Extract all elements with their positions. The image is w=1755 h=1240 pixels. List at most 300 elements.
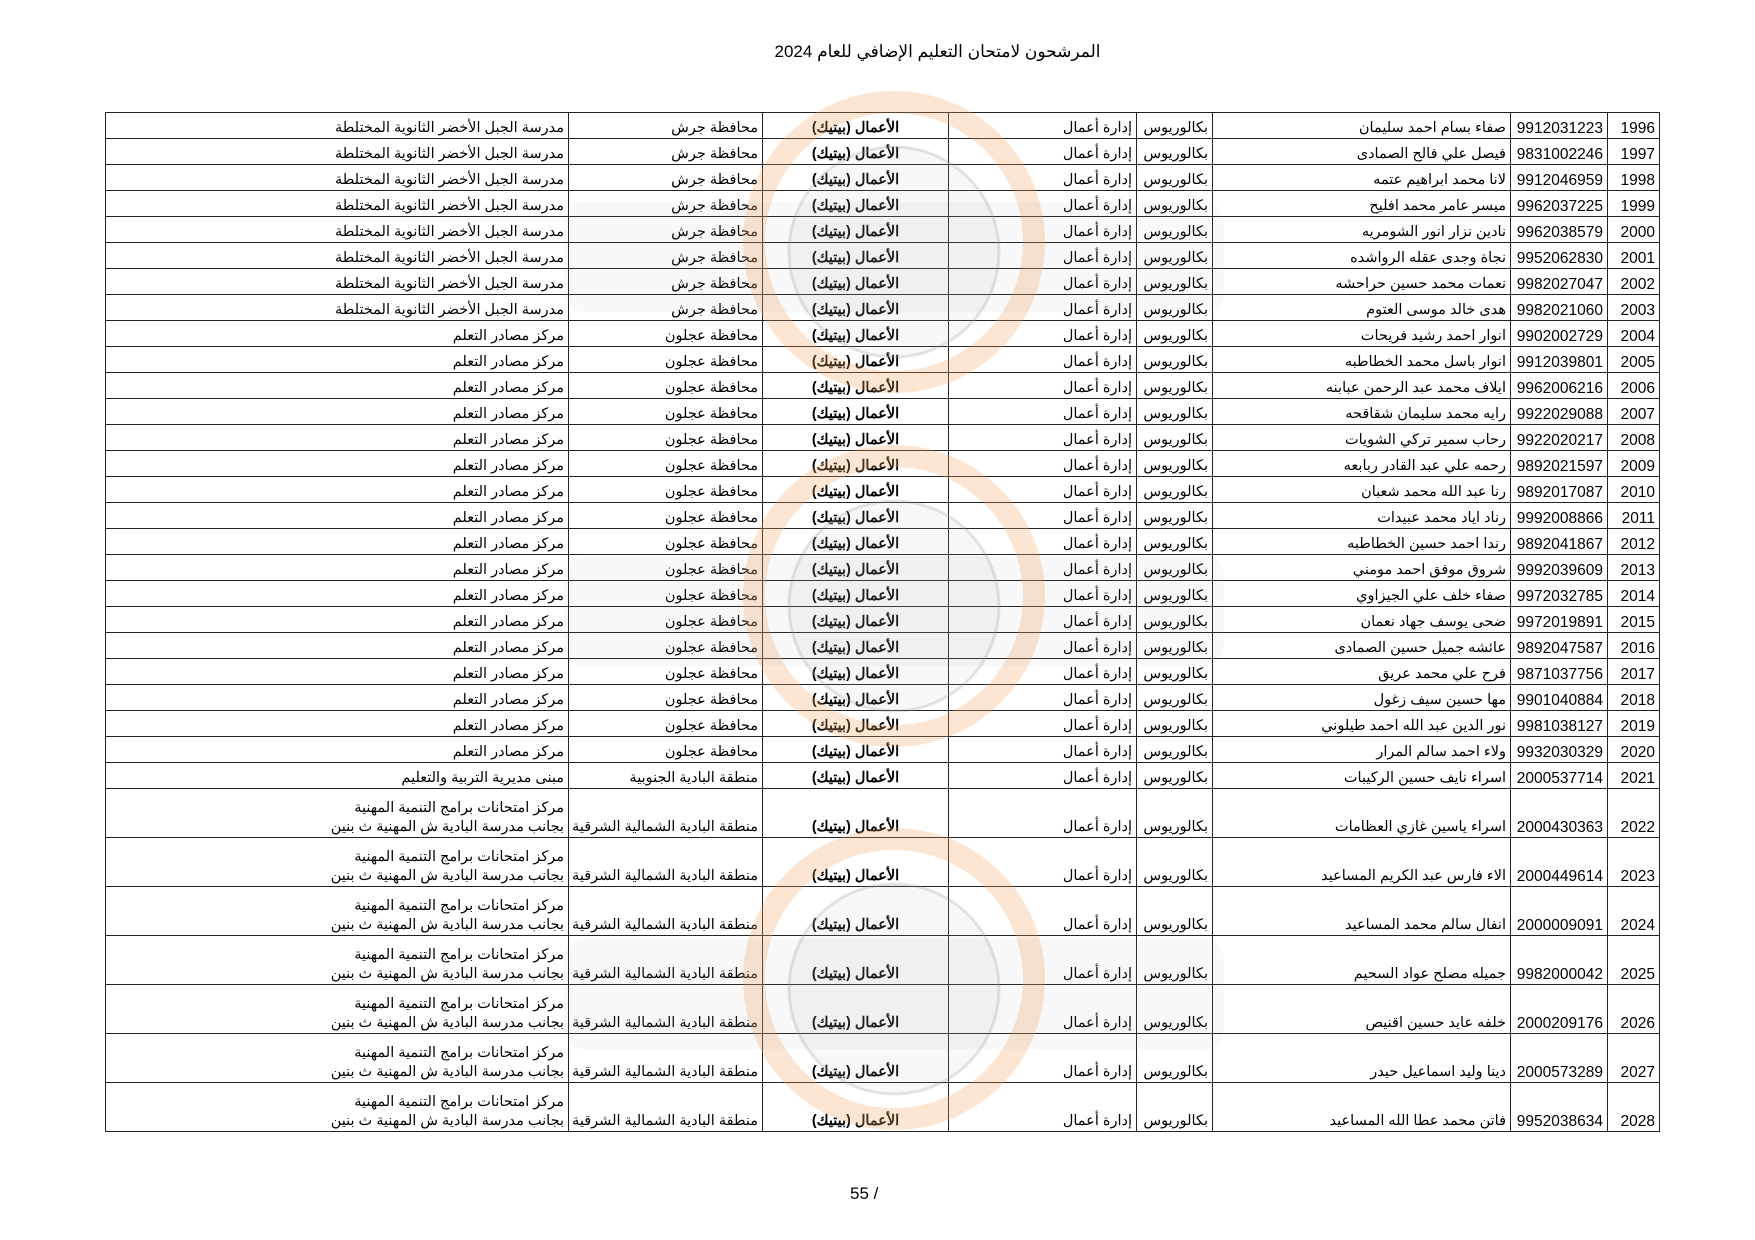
directorate-cell: محافظة عجلون <box>569 633 763 659</box>
subject-cell: الأعمال (بيتيك) <box>763 555 949 581</box>
exam-center-cell: مركز مصادر التعلم <box>106 659 569 685</box>
directorate-cell: محافظة عجلون <box>569 555 763 581</box>
seat-number-cell: 9962006216 <box>1511 373 1608 399</box>
table-row <box>106 529 1660 555</box>
degree-cell: بكالوريوس <box>1137 529 1213 555</box>
specialization-cell: إدارة أعمال <box>949 295 1137 321</box>
degree-cell: بكالوريوس <box>1137 685 1213 711</box>
sequence-cell: 2020 <box>1608 737 1660 763</box>
table-row <box>106 503 1660 529</box>
sequence-cell: 2024 <box>1608 887 1660 936</box>
exam-center-line: بجانب مدرسة البادية ش المهنية ث بنين <box>330 1113 564 1129</box>
seat-number-cell: 9992008866 <box>1511 503 1608 529</box>
seat-number-cell: 9871037756 <box>1511 659 1608 685</box>
seat-number-cell: 9892017087 <box>1511 477 1608 503</box>
table-row <box>106 321 1660 347</box>
specialization-cell: إدارة أعمال <box>949 555 1137 581</box>
subject-cell: الأعمال (بيتيك) <box>763 477 949 503</box>
sequence-cell: 2003 <box>1608 295 1660 321</box>
directorate-cell: منطقة البادية الشمالية الشرقية <box>569 1083 763 1132</box>
seat-number-cell: 2000573289 <box>1511 1034 1608 1083</box>
specialization-cell: إدارة أعمال <box>949 217 1137 243</box>
directorate-cell: منطقة البادية الشمالية الشرقية <box>569 887 763 936</box>
specialization-cell: إدارة أعمال <box>949 711 1137 737</box>
sequence-cell: 2000 <box>1608 217 1660 243</box>
degree-cell: بكالوريوس <box>1137 321 1213 347</box>
sequence-cell: 2012 <box>1608 529 1660 555</box>
directorate-cell: محافظة عجلون <box>569 659 763 685</box>
table-row <box>106 685 1660 711</box>
exam-center-line: بجانب مدرسة البادية ش المهنية ث بنين <box>330 1064 564 1080</box>
exam-center-cell: مركز مصادر التعلم <box>106 425 569 451</box>
degree-cell: بكالوريوس <box>1137 1034 1213 1083</box>
exam-center-cell <box>106 838 569 887</box>
subject-cell: الأعمال (بيتيك) <box>763 763 949 789</box>
subject-cell: الأعمال (بيتيك) <box>763 373 949 399</box>
directorate-cell: محافظة عجلون <box>569 451 763 477</box>
directorate-cell: محافظة جرش <box>569 165 763 191</box>
degree-cell: بكالوريوس <box>1137 607 1213 633</box>
exam-center-cell: مدرسة الجبل الأخضر الثانوية المختلطة <box>106 269 569 295</box>
directorate-cell: منطقة البادية الجنوبية <box>569 763 763 789</box>
degree-cell: بكالوريوس <box>1137 1083 1213 1132</box>
degree-cell: بكالوريوس <box>1137 503 1213 529</box>
directorate-cell: محافظة عجلون <box>569 529 763 555</box>
directorate-cell: منطقة البادية الشمالية الشرقية <box>569 838 763 887</box>
table-row <box>106 165 1660 191</box>
subject-cell: الأعمال (بيتيك) <box>763 711 949 737</box>
name-cell: مها حسين سيف زغول <box>1213 685 1511 711</box>
sequence-cell: 2015 <box>1608 607 1660 633</box>
name-cell: رنا عبد الله محمد شعبان <box>1213 477 1511 503</box>
name-cell: دينا وليد اسماعيل حيدر <box>1213 1034 1511 1083</box>
exam-center-line: مركز امتحانات برامج التنمية المهنية <box>354 1094 564 1110</box>
seat-number-cell: 9992039609 <box>1511 555 1608 581</box>
subject-cell: الأعمال (بيتيك) <box>763 529 949 555</box>
name-cell: انوار احمد رشيد فريحات <box>1213 321 1511 347</box>
name-cell: ضحى يوسف جهاد نعمان <box>1213 607 1511 633</box>
specialization-cell: إدارة أعمال <box>949 789 1137 838</box>
exam-center-cell <box>106 1034 569 1083</box>
table-row <box>106 789 1660 838</box>
seat-number-cell: 9892021597 <box>1511 451 1608 477</box>
directorate-cell: منطقة البادية الشمالية الشرقية <box>569 789 763 838</box>
seat-number-cell: 9952062830 <box>1511 243 1608 269</box>
subject-cell: الأعمال (بيتيك) <box>763 838 949 887</box>
name-cell: رايه محمد سليمان شقاقحه <box>1213 399 1511 425</box>
sequence-cell: 1997 <box>1608 139 1660 165</box>
degree-cell: بكالوريوس <box>1137 985 1213 1034</box>
sequence-cell: 2010 <box>1608 477 1660 503</box>
name-cell: خلفه عايد حسين اقنيص <box>1213 985 1511 1034</box>
exam-center-cell: مركز مصادر التعلم <box>106 633 569 659</box>
sequence-cell: 2021 <box>1608 763 1660 789</box>
directorate-cell: محافظة جرش <box>569 191 763 217</box>
sequence-cell: 2017 <box>1608 659 1660 685</box>
subject-cell: الأعمال (بيتيك) <box>763 887 949 936</box>
subject-cell: الأعمال (بيتيك) <box>763 1034 949 1083</box>
subject-cell: الأعمال (بيتيك) <box>763 737 949 763</box>
degree-cell: بكالوريوس <box>1137 477 1213 503</box>
degree-cell: بكالوريوس <box>1137 113 1213 139</box>
seat-number-cell: 2000009091 <box>1511 887 1608 936</box>
degree-cell: بكالوريوس <box>1137 451 1213 477</box>
directorate-cell: محافظة جرش <box>569 243 763 269</box>
subject-cell: الأعمال (بيتيك) <box>763 191 949 217</box>
table-row <box>106 1034 1660 1083</box>
degree-cell: بكالوريوس <box>1137 165 1213 191</box>
name-cell: صفاء بسام احمد سليمان <box>1213 113 1511 139</box>
subject-cell: الأعمال (بيتيك) <box>763 269 949 295</box>
name-cell: عائشه جميل حسين الصمادى <box>1213 633 1511 659</box>
sequence-cell: 1999 <box>1608 191 1660 217</box>
subject-cell: الأعمال (بيتيك) <box>763 295 949 321</box>
table-row <box>106 269 1660 295</box>
specialization-cell: إدارة أعمال <box>949 113 1137 139</box>
sequence-cell: 2009 <box>1608 451 1660 477</box>
exam-center-cell: مدرسة الجبل الأخضر الثانوية المختلطة <box>106 217 569 243</box>
seat-number-cell: 9892041867 <box>1511 529 1608 555</box>
exam-center-cell: مركز مصادر التعلم <box>106 477 569 503</box>
degree-cell: بكالوريوس <box>1137 243 1213 269</box>
sequence-cell: 2018 <box>1608 685 1660 711</box>
exam-center-cell: مركز مصادر التعلم <box>106 711 569 737</box>
degree-cell: بكالوريوس <box>1137 555 1213 581</box>
degree-cell: بكالوريوس <box>1137 399 1213 425</box>
table-row <box>106 425 1660 451</box>
directorate-cell: محافظة عجلون <box>569 373 763 399</box>
seat-number-cell: 9982021060 <box>1511 295 1608 321</box>
name-cell: الاء فارس عبد الكريم المساعيد <box>1213 838 1511 887</box>
exam-center-cell: مركز مصادر التعلم <box>106 555 569 581</box>
exam-center-cell: مركز مصادر التعلم <box>106 373 569 399</box>
degree-cell: بكالوريوس <box>1137 373 1213 399</box>
seat-number-cell: 9982000042 <box>1511 936 1608 985</box>
degree-cell: بكالوريوس <box>1137 789 1213 838</box>
name-cell: نجاة وجدى عقله الرواشده <box>1213 243 1511 269</box>
seat-number-cell: 9972032785 <box>1511 581 1608 607</box>
subject-cell: الأعمال (بيتيك) <box>763 607 949 633</box>
name-cell: فيصل علي فالح الصمادى <box>1213 139 1511 165</box>
sequence-cell: 2002 <box>1608 269 1660 295</box>
specialization-cell: إدارة أعمال <box>949 985 1137 1034</box>
sequence-cell: 2001 <box>1608 243 1660 269</box>
seat-number-cell: 9831002246 <box>1511 139 1608 165</box>
seat-number-cell: 9962038579 <box>1511 217 1608 243</box>
name-cell: نعمات محمد حسين حراحشه <box>1213 269 1511 295</box>
directorate-cell: محافظة عجلون <box>569 477 763 503</box>
seat-number-cell: 2000537714 <box>1511 763 1608 789</box>
specialization-cell: إدارة أعمال <box>949 607 1137 633</box>
degree-cell: بكالوريوس <box>1137 217 1213 243</box>
specialization-cell: إدارة أعمال <box>949 451 1137 477</box>
name-cell: رحاب سمير تركي الشويات <box>1213 425 1511 451</box>
table-row <box>106 243 1660 269</box>
specialization-cell: إدارة أعمال <box>949 321 1137 347</box>
page-title: المرشحون لامتحان التعليم الإضافي للعام 2024 <box>774 42 1101 61</box>
name-cell: ايلاف محمد عبد الرحمن عبابنه <box>1213 373 1511 399</box>
exam-center-line: بجانب مدرسة البادية ش المهنية ث بنين <box>330 1015 564 1031</box>
table-row <box>106 633 1660 659</box>
table-row <box>106 191 1660 217</box>
subject-cell: الأعمال (بيتيك) <box>763 113 949 139</box>
degree-cell: بكالوريوس <box>1137 659 1213 685</box>
specialization-cell: إدارة أعمال <box>949 1083 1137 1132</box>
directorate-cell: محافظة جرش <box>569 295 763 321</box>
name-cell: انفال سالم محمد المساعيد <box>1213 887 1511 936</box>
name-cell: ميسر عامر محمد افليح <box>1213 191 1511 217</box>
table-row <box>106 607 1660 633</box>
name-cell: جميله مصلح عواد السحيم <box>1213 936 1511 985</box>
exam-center-line: بجانب مدرسة البادية ش المهنية ث بنين <box>330 819 564 835</box>
subject-cell: الأعمال (بيتيك) <box>763 936 949 985</box>
seat-number-cell: 9922029088 <box>1511 399 1608 425</box>
table-row <box>106 399 1660 425</box>
specialization-cell: إدارة أعمال <box>949 1034 1137 1083</box>
table-row <box>106 581 1660 607</box>
specialization-cell: إدارة أعمال <box>949 425 1137 451</box>
specialization-cell: إدارة أعمال <box>949 659 1137 685</box>
degree-cell: بكالوريوس <box>1137 347 1213 373</box>
exam-center-line: بجانب مدرسة البادية ش المهنية ث بنين <box>330 966 564 982</box>
subject-cell: الأعمال (بيتيك) <box>763 451 949 477</box>
subject-cell: الأعمال (بيتيك) <box>763 243 949 269</box>
table-row <box>106 838 1660 887</box>
table-row <box>106 936 1660 985</box>
exam-center-line: مركز امتحانات برامج التنمية المهنية <box>354 898 564 914</box>
directorate-cell: محافظة عجلون <box>569 685 763 711</box>
directorate-cell: محافظة جرش <box>569 113 763 139</box>
specialization-cell: إدارة أعمال <box>949 373 1137 399</box>
name-cell: شروق موفق احمد مومني <box>1213 555 1511 581</box>
specialization-cell: إدارة أعمال <box>949 243 1137 269</box>
seat-number-cell: 9912046959 <box>1511 165 1608 191</box>
sequence-cell: 2026 <box>1608 985 1660 1034</box>
exam-center-cell: مركز مصادر التعلم <box>106 321 569 347</box>
exam-center-cell: مركز مصادر التعلم <box>106 399 569 425</box>
sequence-cell: 2028 <box>1608 1083 1660 1132</box>
exam-center-cell: مركز مصادر التعلم <box>106 347 569 373</box>
degree-cell: بكالوريوس <box>1137 633 1213 659</box>
exam-center-cell <box>106 789 569 838</box>
table-row <box>106 1083 1660 1132</box>
directorate-cell: منطقة البادية الشمالية الشرقية <box>569 936 763 985</box>
sequence-cell: 2006 <box>1608 373 1660 399</box>
exam-center-cell: مركز مصادر التعلم <box>106 737 569 763</box>
exam-center-cell <box>106 985 569 1034</box>
table-row <box>106 737 1660 763</box>
sequence-cell: 1996 <box>1608 113 1660 139</box>
seat-number-cell: 9952038634 <box>1511 1083 1608 1132</box>
degree-cell: بكالوريوس <box>1137 936 1213 985</box>
name-cell: رندا احمد حسين الخطاطبه <box>1213 529 1511 555</box>
subject-cell: الأعمال (بيتيك) <box>763 1083 949 1132</box>
exam-center-cell: مدرسة الجبل الأخضر الثانوية المختلطة <box>106 139 569 165</box>
degree-cell: بكالوريوس <box>1137 838 1213 887</box>
subject-cell: الأعمال (بيتيك) <box>763 165 949 191</box>
subject-cell: الأعمال (بيتيك) <box>763 425 949 451</box>
name-cell: اسراء نايف حسين الركيبات <box>1213 763 1511 789</box>
sequence-cell: 2022 <box>1608 789 1660 838</box>
table-row <box>106 113 1660 139</box>
sequence-cell: 2014 <box>1608 581 1660 607</box>
name-cell: رناد اياد محمد عبيدات <box>1213 503 1511 529</box>
exam-center-cell: مدرسة الجبل الأخضر الثانوية المختلطة <box>106 243 569 269</box>
subject-cell: الأعمال (بيتيك) <box>763 789 949 838</box>
exam-center-line: مركز امتحانات برامج التنمية المهنية <box>354 947 564 963</box>
directorate-cell: محافظة عجلون <box>569 347 763 373</box>
table-row <box>106 985 1660 1034</box>
sequence-cell: 2016 <box>1608 633 1660 659</box>
table-row <box>106 139 1660 165</box>
specialization-cell: إدارة أعمال <box>949 477 1137 503</box>
degree-cell: بكالوريوس <box>1137 139 1213 165</box>
exam-center-cell: مركز مصادر التعلم <box>106 607 569 633</box>
sequence-cell: 2025 <box>1608 936 1660 985</box>
degree-cell: بكالوريوس <box>1137 711 1213 737</box>
name-cell: اسراء ياسين غازي العظامات <box>1213 789 1511 838</box>
name-cell: ولاء احمد سالم المرار <box>1213 737 1511 763</box>
exam-center-line: بجانب مدرسة البادية ش المهنية ث بنين <box>330 917 564 933</box>
subject-cell: الأعمال (بيتيك) <box>763 217 949 243</box>
exam-center-cell: مدرسة الجبل الأخضر الثانوية المختلطة <box>106 191 569 217</box>
candidates-table <box>105 112 1660 1132</box>
directorate-cell: محافظة جرش <box>569 139 763 165</box>
directorate-cell: منطقة البادية الشمالية الشرقية <box>569 1034 763 1083</box>
directorate-cell: محافظة عجلون <box>569 321 763 347</box>
specialization-cell: إدارة أعمال <box>949 399 1137 425</box>
exam-center-cell: مركز مصادر التعلم <box>106 581 569 607</box>
directorate-cell: محافظة عجلون <box>569 503 763 529</box>
exam-center-line: بجانب مدرسة البادية ش المهنية ث بنين <box>330 868 564 884</box>
specialization-cell: إدارة أعمال <box>949 936 1137 985</box>
exam-center-cell: مركز مصادر التعلم <box>106 503 569 529</box>
exam-center-cell: مدرسة الجبل الأخضر الثانوية المختلطة <box>106 295 569 321</box>
directorate-cell: محافظة جرش <box>569 217 763 243</box>
exam-center-cell: مركز مصادر التعلم <box>106 685 569 711</box>
table-row <box>106 451 1660 477</box>
exam-center-cell: مدرسة الجبل الأخضر الثانوية المختلطة <box>106 165 569 191</box>
exam-center-cell: مبنى مديرية التربية والتعليم <box>106 763 569 789</box>
seat-number-cell: 2000430363 <box>1511 789 1608 838</box>
seat-number-cell: 9982027047 <box>1511 269 1608 295</box>
sequence-cell: 1998 <box>1608 165 1660 191</box>
subject-cell: الأعمال (بيتيك) <box>763 399 949 425</box>
table-row <box>106 659 1660 685</box>
exam-center-line: مركز امتحانات برامج التنمية المهنية <box>354 800 564 816</box>
directorate-cell: محافظة عجلون <box>569 425 763 451</box>
specialization-cell: إدارة أعمال <box>949 503 1137 529</box>
directorate-cell: محافظة عجلون <box>569 399 763 425</box>
sequence-cell: 2008 <box>1608 425 1660 451</box>
name-cell: انوار باسل محمد الخطاطبه <box>1213 347 1511 373</box>
specialization-cell: إدارة أعمال <box>949 191 1137 217</box>
subject-cell: الأعمال (بيتيك) <box>763 581 949 607</box>
name-cell: نادين نزار انور الشومريه <box>1213 217 1511 243</box>
directorate-cell: محافظة عجلون <box>569 581 763 607</box>
page-number: 55 / <box>850 1184 879 1203</box>
degree-cell: بكالوريوس <box>1137 887 1213 936</box>
sequence-cell: 2005 <box>1608 347 1660 373</box>
name-cell: فاتن محمد عطا الله المساعيد <box>1213 1083 1511 1132</box>
sequence-cell: 2004 <box>1608 321 1660 347</box>
seat-number-cell: 9892047587 <box>1511 633 1608 659</box>
name-cell: رحمه علي عبد القادر ربابعه <box>1213 451 1511 477</box>
specialization-cell: إدارة أعمال <box>949 581 1137 607</box>
table-row <box>106 711 1660 737</box>
degree-cell: بكالوريوس <box>1137 425 1213 451</box>
table-row <box>106 887 1660 936</box>
specialization-cell: إدارة أعمال <box>949 347 1137 373</box>
specialization-cell: إدارة أعمال <box>949 633 1137 659</box>
exam-center-cell: مركز مصادر التعلم <box>106 451 569 477</box>
name-cell: صفاء خلف علي الجيزاوي <box>1213 581 1511 607</box>
degree-cell: بكالوريوس <box>1137 763 1213 789</box>
sequence-cell: 2013 <box>1608 555 1660 581</box>
specialization-cell: إدارة أعمال <box>949 838 1137 887</box>
seat-number-cell: 9912031223 <box>1511 113 1608 139</box>
seat-number-cell: 9902002729 <box>1511 321 1608 347</box>
exam-center-line: مركز امتحانات برامج التنمية المهنية <box>354 1045 564 1061</box>
subject-cell: الأعمال (بيتيك) <box>763 985 949 1034</box>
degree-cell: بكالوريوس <box>1137 269 1213 295</box>
directorate-cell: منطقة البادية الشمالية الشرقية <box>569 985 763 1034</box>
subject-cell: الأعمال (بيتيك) <box>763 347 949 373</box>
specialization-cell: إدارة أعمال <box>949 529 1137 555</box>
table-row <box>106 347 1660 373</box>
seat-number-cell: 9901040884 <box>1511 685 1608 711</box>
exam-center-cell <box>106 1083 569 1132</box>
subject-cell: الأعمال (بيتيك) <box>763 503 949 529</box>
subject-cell: الأعمال (بيتيك) <box>763 321 949 347</box>
sequence-cell: 2007 <box>1608 399 1660 425</box>
directorate-cell: محافظة عجلون <box>569 737 763 763</box>
seat-number-cell: 9972019891 <box>1511 607 1608 633</box>
specialization-cell: إدارة أعمال <box>949 763 1137 789</box>
table-row <box>106 763 1660 789</box>
subject-cell: الأعمال (بيتيك) <box>763 685 949 711</box>
sequence-cell: 2011 <box>1608 503 1660 529</box>
table-row <box>106 477 1660 503</box>
degree-cell: بكالوريوس <box>1137 191 1213 217</box>
name-cell: نور الدين عبد الله احمد طيلوني <box>1213 711 1511 737</box>
degree-cell: بكالوريوس <box>1137 581 1213 607</box>
subject-cell: الأعمال (بيتيك) <box>763 659 949 685</box>
seat-number-cell: 9962037225 <box>1511 191 1608 217</box>
exam-center-line: مركز امتحانات برامج التنمية المهنية <box>354 849 564 865</box>
specialization-cell: إدارة أعمال <box>949 165 1137 191</box>
exam-center-cell: مركز مصادر التعلم <box>106 529 569 555</box>
directorate-cell: محافظة عجلون <box>569 711 763 737</box>
specialization-cell: إدارة أعمال <box>949 887 1137 936</box>
table-row <box>106 295 1660 321</box>
exam-center-line: مركز امتحانات برامج التنمية المهنية <box>354 996 564 1012</box>
specialization-cell: إدارة أعمال <box>949 139 1137 165</box>
subject-cell: الأعمال (بيتيك) <box>763 139 949 165</box>
degree-cell: بكالوريوس <box>1137 295 1213 321</box>
sequence-cell: 2027 <box>1608 1034 1660 1083</box>
name-cell: لانا محمد ابراهيم عتمه <box>1213 165 1511 191</box>
seat-number-cell: 9912039801 <box>1511 347 1608 373</box>
seat-number-cell: 2000209176 <box>1511 985 1608 1034</box>
specialization-cell: إدارة أعمال <box>949 685 1137 711</box>
seat-number-cell: 2000449614 <box>1511 838 1608 887</box>
degree-cell: بكالوريوس <box>1137 737 1213 763</box>
exam-center-cell: مدرسة الجبل الأخضر الثانوية المختلطة <box>106 113 569 139</box>
name-cell: هدى خالد موسى العتوم <box>1213 295 1511 321</box>
directorate-cell: محافظة جرش <box>569 269 763 295</box>
seat-number-cell: 9932030329 <box>1511 737 1608 763</box>
